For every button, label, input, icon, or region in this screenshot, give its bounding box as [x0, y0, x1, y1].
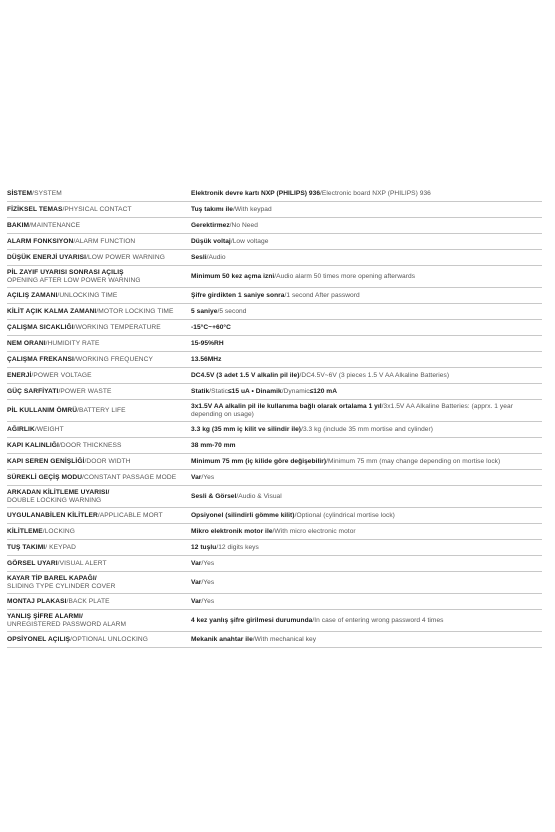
spec-row-double-locking-warning [7, 486, 542, 508]
spec-row-unlocking-time [7, 288, 542, 304]
spec-label: SÜREKLİ GEÇİŞ MODU/CONSTANT PASSAGE MODE [7, 473, 177, 481]
spec-value: 38 mm-70 mm [191, 441, 236, 449]
spec-value: Var/Yes [191, 578, 215, 586]
spec-row-physical-contact [7, 202, 542, 218]
spec-row-motor-locking-time [7, 304, 542, 320]
spec-row-maintenance [7, 218, 542, 234]
spec-label: KİLİT AÇIK KALMA ZAMANI/MOTOR LOCKING TIME [7, 307, 174, 315]
spec-label: GÖRSEL UYARI/VISUAL ALERT [7, 559, 107, 567]
spec-label: ENERJİ/POWER VOLTAGE [7, 371, 92, 379]
spec-label: KAPI SEREN GENİŞLİĞİ/DOOR WIDTH [7, 457, 131, 465]
spec-label: AĞIRLIK/WEIGHT [7, 425, 64, 433]
spec-value: Elektronik devre kartı NXP (PHILIPS) 936/Electronic board NXP (PHILIPS) 936 [191, 189, 431, 197]
spec-label: ALARM FONKSIYON/ALARM FUNCTION [7, 237, 136, 245]
spec-value: 4 kez yanlış şifre girilmesi durumunda/In case of entering wrong password 4 times [191, 616, 444, 624]
spec-row-applicable-mort [7, 508, 542, 524]
spec-value: Minimum 50 kez açma izni/Audio alarm 50 times more opening afterwards [191, 272, 416, 280]
spec-value: Düşük voltaj/Low voltage [191, 237, 269, 245]
spec-value: Var/Yes [191, 559, 215, 567]
spec-label: ÇALIŞMA FREKANSI/WORKING FREQUENCY [7, 355, 154, 363]
spec-row-humidity-rate [7, 336, 542, 352]
spec-row-door-width [7, 454, 542, 470]
spec-row-power-voltage [7, 368, 542, 384]
spec-value: Mikro elektronik motor ile/With micro electronic motor [191, 527, 356, 535]
spec-row-unregistered-password-alarm [7, 610, 542, 632]
spec-label: TUŞ TAKIMI/ KEYPAD [7, 543, 76, 551]
spec-row-constant-passage-mode [7, 470, 542, 486]
spec-label: DÜŞÜK ENERJİ UYARISI/LOW POWER WARNING [7, 253, 165, 261]
spec-row-optional-unlocking [7, 632, 542, 648]
spec-value: 13.56MHz [191, 355, 222, 363]
spec-label: KAPI KALINLIĞI/DOOR THICKNESS [7, 441, 122, 449]
spec-row-door-thickness [7, 438, 542, 454]
spec-value: DC4.5V (3 adet 1.5 V alkalin pil ile)/DC4.5V~6V (3 pieces 1.5 V AA Alkaline Batteries) [191, 371, 450, 379]
spec-row-working-frequency [7, 352, 542, 368]
spec-label: ARKADAN KİLİTLEME UYARISI/ DOUBLE LOCKING WARNING [7, 488, 110, 504]
spec-label: GÜÇ SARFİYATI/POWER WASTE [7, 387, 112, 395]
spec-value: -15°C~+60°C [191, 323, 231, 331]
spec-table [7, 186, 542, 648]
spec-value: Statik/Static≤15 uA • Dinamik/Dynamic≤120 mA [191, 387, 338, 395]
spec-value: 3x1.5V AA alkalin pil ile kullanıma bağlı olarak ortalama 1 yıl/3x1.5V AA Alkaline Batteries: (apprx. 1 year depending on usage) [191, 402, 513, 418]
spec-row-opening-after-low-power [7, 266, 542, 288]
spec-row-alarm-function [7, 234, 542, 250]
spec-value: Opsiyonel (silindirli gömme kilit)/Optional (cylindrical mortise lock) [191, 511, 395, 519]
spec-label: PİL ZAYIF UYARISI SONRASI AÇILIŞ OPENING AFTER LOW POWER WARNING [7, 268, 141, 284]
spec-row-power-waste [7, 384, 542, 400]
spec-row-system [7, 186, 542, 202]
spec-value: Tuş takımı ile/With keypad [191, 205, 272, 213]
spec-row-visual-alert [7, 556, 542, 572]
spec-row-battery-life [7, 400, 542, 422]
spec-row-keypad [7, 540, 542, 556]
spec-label: YANLIŞ ŞİFRE ALARMI/ UNREGISTERED PASSWORD ALARM [7, 612, 127, 628]
spec-value: Mekanik anahtar ile/With mechanical key [191, 635, 317, 643]
spec-label: AÇILIŞ ZAMANI/UNLOCKING TIME [7, 291, 118, 299]
spec-value: 12 tuşlu/12 digits keys [191, 543, 259, 551]
spec-label: UYGULANABİLEN KİLİTLER/APPLICABLE MORT [7, 511, 163, 519]
spec-value: 3.3 kg (35 mm iç kilit ve silindir ile)/3.3 kg (include 35 mm mortise and cylinder) [191, 425, 433, 433]
spec-label: FİZİKSEL TEMAS/PHYSICAL CONTACT [7, 205, 132, 213]
spec-value: Şifre girdikten 1 saniye sonra/1 second After password [191, 291, 360, 299]
spec-label: SİSTEM/SYSTEM [7, 189, 62, 197]
spec-row-weight [7, 422, 542, 438]
spec-row-sliding-cylinder-cover [7, 572, 542, 594]
spec-value: Gerektirmez/No Need [191, 221, 258, 229]
spec-value: Sesli & Görsel/Audio & Visual [191, 492, 282, 500]
spec-label: MONTAJ PLAKASI/BACK PLATE [7, 597, 110, 605]
spec-label: ÇALIŞMA SICAKLIĞI/WORKING TEMPERATURE [7, 323, 161, 331]
spec-row-working-temperature [7, 320, 542, 336]
spec-label: OPSİYONEL AÇILIŞ/OPTIONAL UNLOCKING [7, 635, 149, 643]
spec-row-low-power-warning [7, 250, 542, 266]
spec-label: KİLİTLEME/LOCKING [7, 527, 76, 535]
spec-value: Var/Yes [191, 597, 215, 605]
spec-label: KAYAR TİP BAREL KAPAĞI/ SLIDING TYPE CYLINDER COVER [7, 574, 116, 590]
spec-row-locking [7, 524, 542, 540]
spec-label: NEM ORANI/HUMIDITY RATE [7, 339, 100, 347]
spec-label: PİL KULLANIM ÖMRÜ/BATTERY LIFE [7, 406, 126, 414]
spec-value: 15-95%RH [191, 339, 224, 347]
spec-value: Sesli/Audio [191, 253, 226, 261]
spec-label: BAKIM/MAINTENANCE [7, 221, 81, 229]
spec-value: 5 saniye/5 second [191, 307, 247, 315]
spec-value: Minimum 75 mm (iç kilide göre değişebilir)/Minimum 75 mm (may change depending on mortise lock) [191, 457, 501, 465]
spec-row-back-plate [7, 594, 542, 610]
spec-value: Var/Yes [191, 473, 215, 481]
